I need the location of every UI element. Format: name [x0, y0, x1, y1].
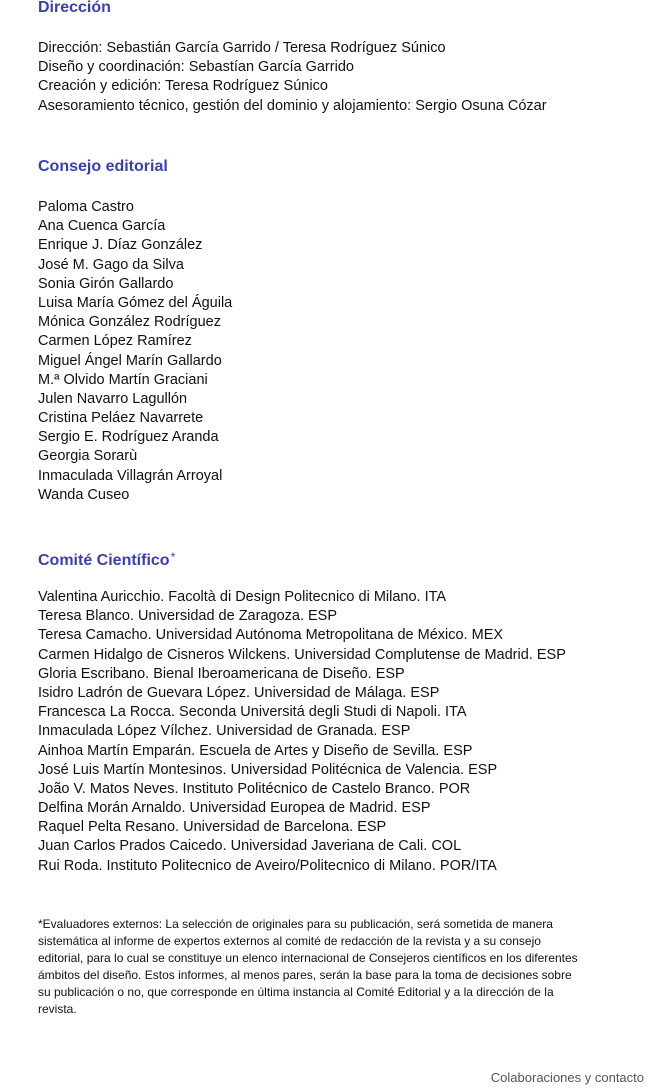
- comite-heading-text: Comité Científico: [38, 552, 170, 569]
- comite-cientifico-list: [38, 588, 566, 876]
- consejo-member: José M. Gago da Silva: [38, 256, 184, 273]
- consejo-member: Luisa María Gómez del Águila: [38, 294, 233, 311]
- consejo-member: Miguel Ángel Marín Gallardo: [38, 352, 222, 369]
- comite-member: Carmen Hidalgo de Cisneros Wilckens. Universidad Complutense de Madrid. ESP: [38, 646, 566, 663]
- direccion-line: Asesoramiento técnico, gestión del dominio y alojamiento: Sergio Osuna Cózar: [38, 97, 547, 114]
- comite-member: Rui Roda. Instituto Politecnico de Aveiro/Politecnico di Milano. POR/ITA: [38, 857, 497, 874]
- footnote-evaluadores: *Evaluadores externos: La selección de originales para su publicación, será sometida de manera sistemática al informe de expertos externos al comité de redacción de la revista y a su consejo editorial, para lo cual se constituye un elenco internacional de Consejeros científicos en los diferentes ámbitos del diseño. Estos informes, al menos pares, serán la base para la toma de decisiones sobre su publicación o no, que corresponde en última instancia al Comité Editorial y a la dirección de la revista.: [38, 917, 578, 1016]
- comite-member: Inmaculada López Vílchez. Universidad de Granada. ESP: [38, 723, 411, 740]
- direccion-line: Dirección: Sebastián García Garrido / Teresa Rodríguez Súnico: [38, 40, 446, 56]
- consejo-member: Enrique J. Díaz González: [38, 237, 203, 254]
- consejo-member: Sergio E. Rodríguez Aranda: [38, 429, 219, 446]
- comite-member: Juan Carlos Prados Caicedo. Universidad Javeriana de Cali. COL: [38, 838, 462, 855]
- comite-member: Gloria Escribano. Bienal Iberoamericana de Diseño. ESP: [38, 665, 405, 682]
- consejo-member: Georgia Sorarù: [38, 448, 138, 465]
- comite-member: Valentina Auricchio. Facoltà di Design Politecnico di Milano. ITA: [38, 589, 447, 605]
- comite-member: Isidro Ladrón de Guevara López. Universidad de Málaga. ESP: [38, 684, 440, 701]
- direccion-list: [38, 39, 547, 116]
- consejo-member: Julen Navarro Lagullón: [38, 390, 188, 407]
- comite-member: João V. Matos Neves. Instituto Politécnico de Castelo Branco. POR: [38, 780, 471, 797]
- consejo-member: Paloma Castro: [38, 199, 134, 215]
- comite-member: Teresa Camacho. Universidad Autónoma Metropolitana de México. MEX: [38, 627, 504, 644]
- consejo-member: Carmen López Ramírez: [38, 333, 192, 350]
- comite-member: Ainhoa Martín Emparán. Escuela de Artes y Diseño de Sevilla. ESP: [38, 742, 473, 759]
- direccion-line: Diseño y coordinación: Sebastían García Garrido: [38, 59, 354, 76]
- comite-member: Raquel Pelta Resano. Universidad de Barcelona. ESP: [38, 819, 387, 836]
- colaboraciones-contacto-link[interactable]: Colaboraciones y contacto: [490, 1070, 644, 1085]
- footnote-marker: *: [170, 550, 176, 564]
- comite-member: Teresa Blanco. Universidad de Zaragoza. ESP: [38, 608, 338, 625]
- comite-member: José Luis Martín Montesinos. Universidad Politécnica de Valencia. ESP: [38, 761, 498, 778]
- consejo-editorial-list: [38, 198, 232, 505]
- direccion-heading: Dirección: [38, 0, 111, 16]
- consejo-member: Wanda Cuseo: [38, 486, 130, 503]
- comite-cientifico-heading: [38, 547, 175, 571]
- direccion-line: Creación y edición: Teresa Rodríguez Súnico: [38, 78, 328, 95]
- comite-member: Delfina Morán Arnaldo. Universidad Europea de Madrid. ESP: [38, 800, 431, 817]
- consejo-member: Cristina Peláez Navarrete: [38, 410, 204, 427]
- consejo-member: Sonia Girón Gallardo: [38, 275, 174, 292]
- consejo-member: Ana Cuenca García: [38, 218, 166, 235]
- consejo-editorial-heading: Consejo editorial: [38, 158, 168, 175]
- comite-member: Francesca La Rocca. Seconda Universitá degli Studi di Napoli. ITA: [38, 704, 467, 721]
- consejo-member: Inmaculada Villagrán Arroyal: [38, 467, 223, 484]
- consejo-member: M.ª Olvido Martín Graciani: [38, 371, 208, 388]
- consejo-member: Mónica González Rodríguez: [38, 314, 221, 331]
